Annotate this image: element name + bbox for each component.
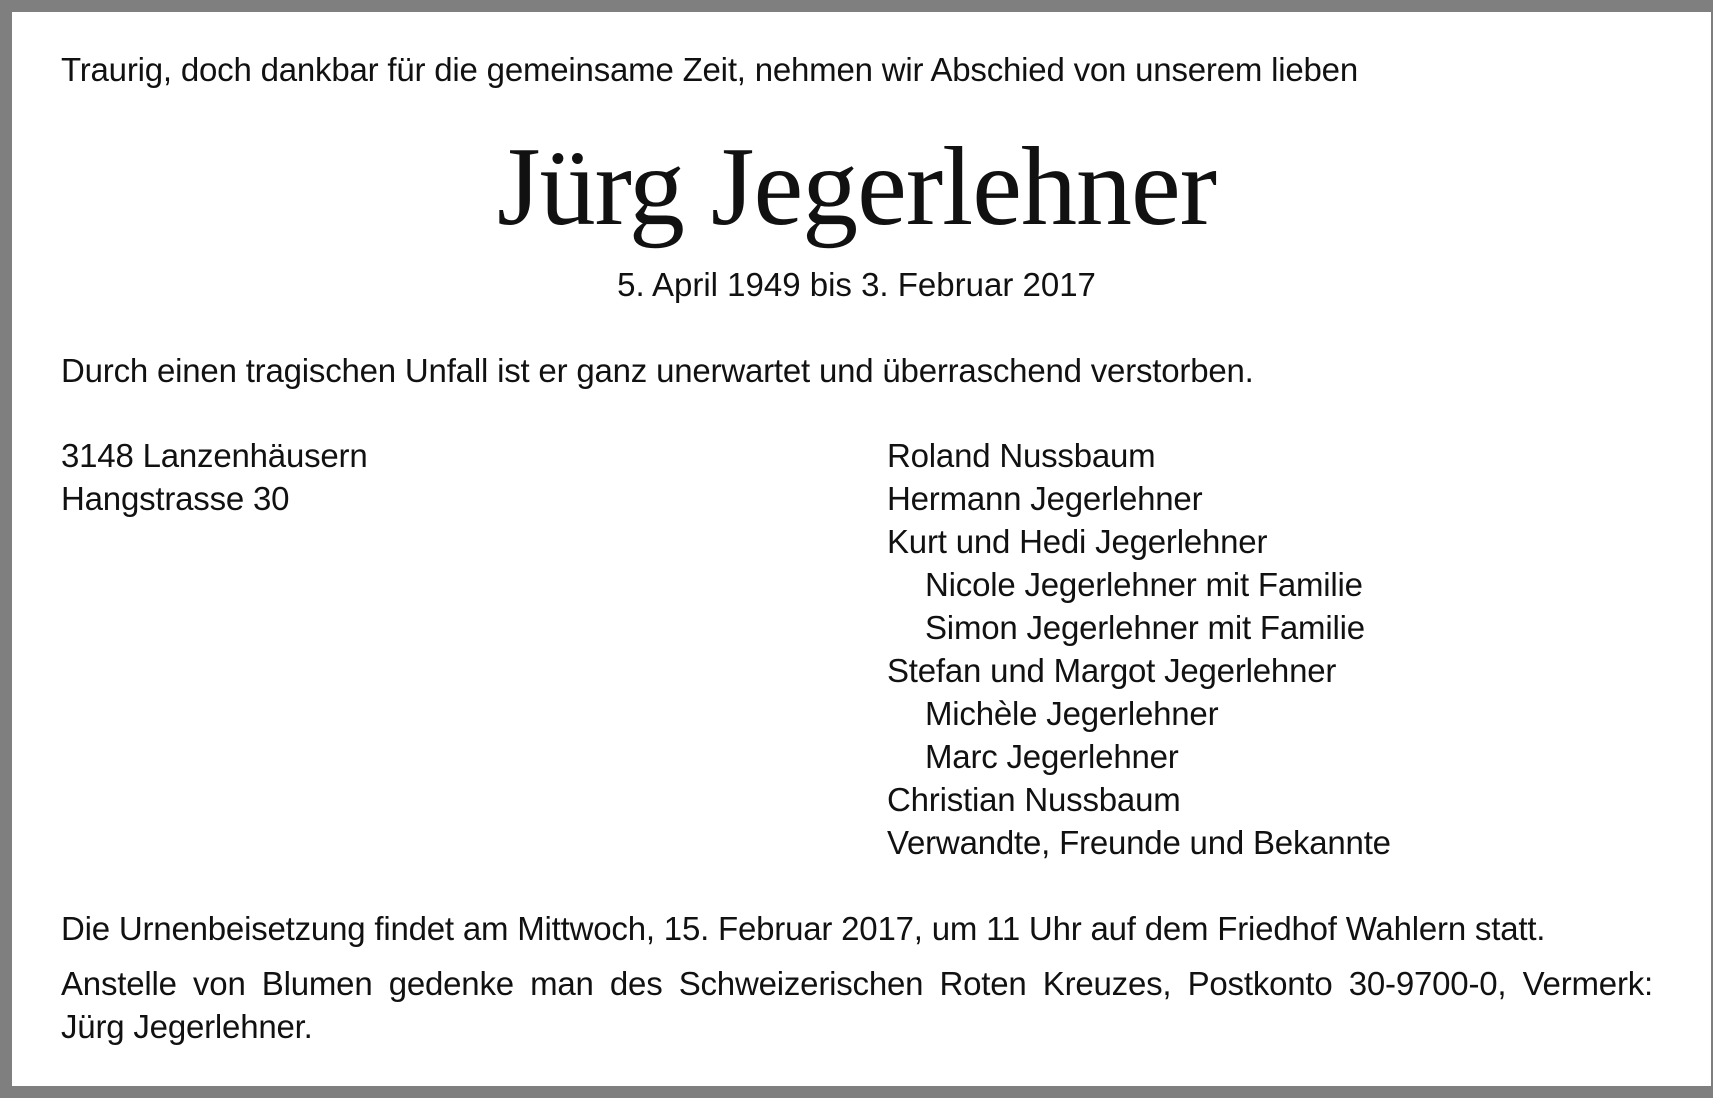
service-text: Die Urnenbeisetzung findet am Mittwoch, 15. Februar 2017, um 11 Uhr auf dem Friedhof Wahlern statt. — [61, 910, 1546, 947]
mourner-item: Roland Nussbaum — [887, 437, 1156, 474]
mourners-list — [887, 434, 1391, 864]
mourner-item: Simon Jegerlehner mit Familie — [925, 609, 1365, 646]
intro-text: Traurig, doch dankbar für die gemeinsame Zeit, nehmen wir Abschied von unserem lieben — [61, 51, 1358, 88]
mourner-item: Christian Nussbaum — [887, 781, 1181, 818]
mourner-item: Verwandte, Freunde und Bekannte — [887, 824, 1391, 861]
address-line-2: Hangstrasse 30 — [61, 480, 290, 517]
mourner-item: Nicole Jegerlehner mit Familie — [925, 566, 1363, 603]
address-line-1: 3148 Lanzenhäusern — [61, 437, 368, 474]
cause-text: Durch einen tragischen Unfall ist er ganz unerwartet und überraschend verstorben. — [61, 352, 1254, 389]
mourner-item: Marc Jegerlehner — [925, 738, 1179, 775]
mourner-item: Kurt und Hedi Jegerlehner — [887, 523, 1268, 560]
mourner-item: Michèle Jegerlehner — [925, 695, 1219, 732]
donation-text-line-2: Jürg Jegerlehner. — [61, 1008, 313, 1045]
mourner-item: Hermann Jegerlehner — [887, 480, 1203, 517]
donation-text-line-1: Anstelle von Blumen gedenke man des Schweizerischen Roten Kreuzes, Postkonto 30-9700-0, Vermerk: — [61, 965, 1653, 1002]
life-dates: 5. April 1949 bis 3. Februar 2017 — [617, 266, 1096, 303]
mourner-item: Stefan und Margot Jegerlehner — [887, 652, 1337, 689]
deceased-name: Jürg Jegerlehner — [497, 125, 1216, 249]
